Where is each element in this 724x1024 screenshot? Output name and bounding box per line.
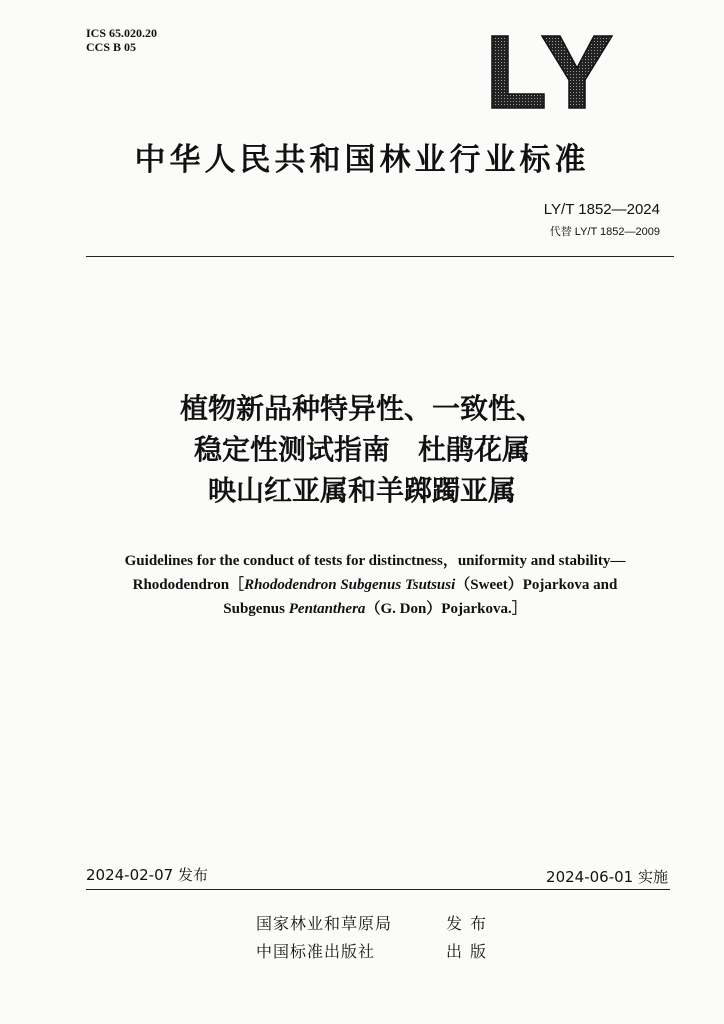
publisher-name: 中国标准出版社	[256, 942, 376, 961]
publishers	[256, 910, 494, 966]
english-title-part-1: Guidelines for the conduct of tests for distinctness，uniformity and stability—Rhododendron［	[124, 553, 626, 593]
issue-date: 2024-02-07 发布	[86, 866, 208, 884]
publisher-row	[256, 910, 494, 938]
publisher-name: 国家林业和草原局	[256, 914, 393, 933]
ly-logo	[486, 32, 616, 116]
chinese-title-line-1: 植物新品种特异性、一致性、	[179, 392, 544, 425]
chinese-title-line-2: 稳定性测试指南 杜鹃花属	[193, 433, 530, 466]
english-title-part-3: （G. Don）Pojarkova.］	[365, 601, 527, 617]
footer-divider	[86, 889, 670, 890]
publisher-action: 发布	[446, 914, 495, 933]
classification-codes	[86, 26, 157, 54]
ics-code: ICS 65.020.20	[86, 26, 158, 40]
header-divider	[86, 256, 674, 257]
english-title	[110, 549, 640, 621]
chinese-title	[0, 388, 724, 511]
ccs-code: CCS B 05	[86, 40, 137, 54]
effective-date: 2024-06-01 实施	[546, 868, 668, 886]
chinese-title-line-3: 映山红亚属和羊踯躅亚属	[207, 474, 516, 507]
publisher-action: 出版	[446, 942, 495, 961]
standard-number: LY/T 1852—2024	[543, 201, 660, 218]
standard-number-block	[544, 201, 660, 239]
english-title-part-2: （Sweet）Pojarkova and Subgenus	[223, 577, 618, 617]
english-title-italic-1: Rhododendron Subgenus Tsutsusi	[244, 577, 456, 593]
english-title-italic-2: Pentanthera	[288, 601, 366, 617]
publisher-row	[256, 938, 494, 966]
replaces-standard: 代替 LY/T 1852—2009	[549, 226, 660, 238]
issuing-standard-category: 中华人民共和国林业行业标准	[134, 142, 590, 178]
